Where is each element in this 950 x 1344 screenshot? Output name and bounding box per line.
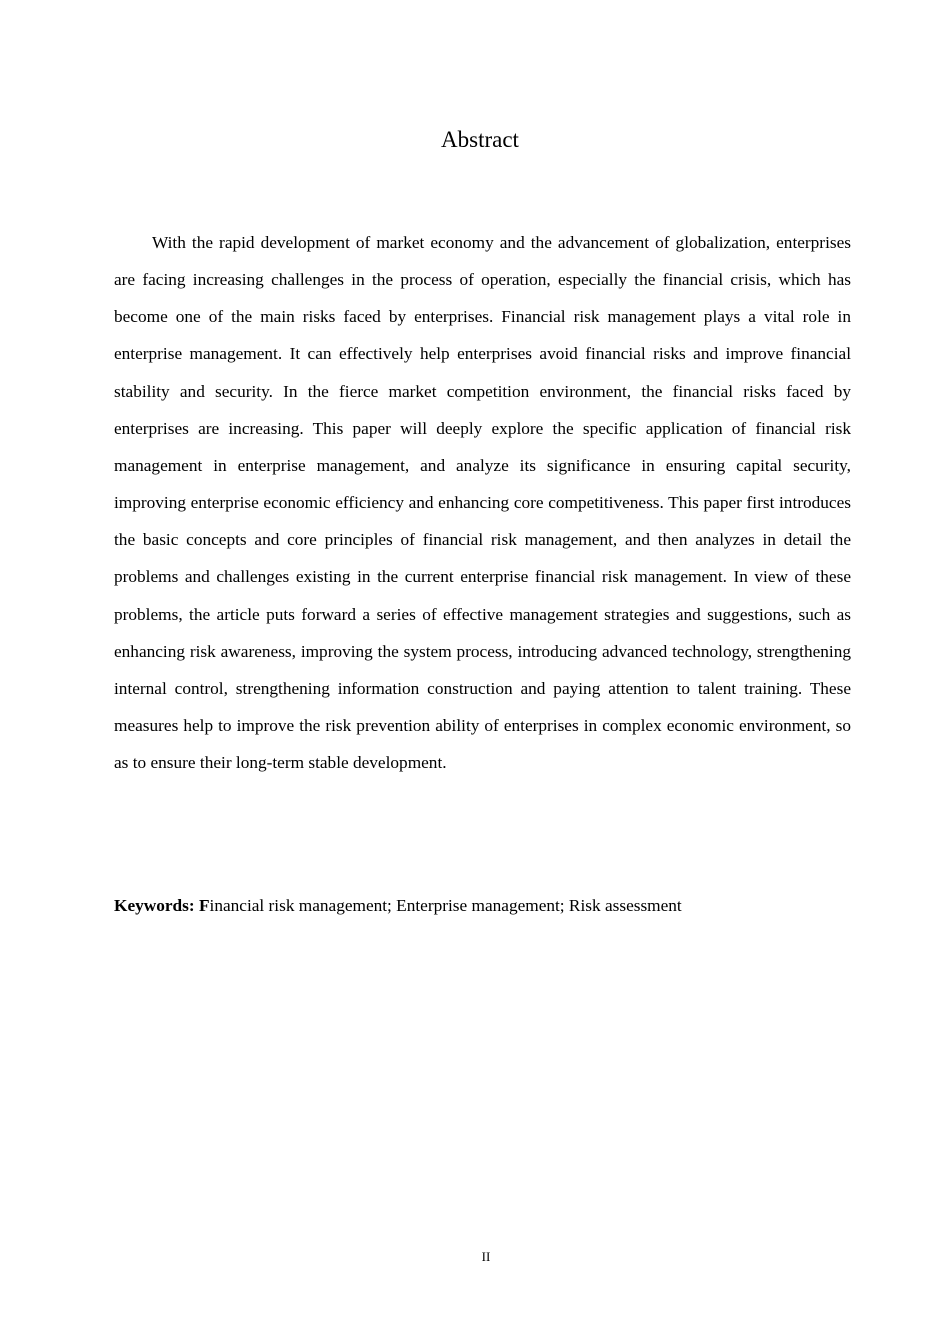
abstract-body: With the rapid development of market economy and the advancement of globalization, enterprises are facing increasing challenges in the process of operation, especially the financial crisis, which has become one of the main risks faced by enterprises. Financial risk management plays a vital role in enterprise management. It can effectively help enterprises avoid financial risks and improve financial stability and security. In the fierce market competition environment, the financial risks faced by enterprises are increasing. This paper will deeply explore the specific application of financial risk management in enterprise management, and analyze its significance in ensuring capital security, improving enterprise economic efficiency and enhancing core competitiveness. This paper first introduces the basic concepts and core principles of financial risk management, and then analyzes in detail the problems and challenges existing in the current enterprise financial risk management. In view of these problems, the article puts forward a series of effective management strategies and suggestions, such as enhancing risk awareness, improving the system process, introducing advanced technology, strengthening internal control, strengthening information construction and paying attention to talent training. These measures help to improve the risk prevention ability of enterprises in complex economic environment, so as to ensure their long-term stable development. — [114, 233, 851, 773]
keywords-line — [114, 893, 851, 919]
page-number: II — [481, 1249, 491, 1264]
keywords-list: inancial risk management; Enterprise management; Risk assessment — [209, 896, 682, 915]
keywords-label: Keywords: F — [114, 896, 210, 915]
abstract-title: Abstract — [441, 127, 519, 152]
